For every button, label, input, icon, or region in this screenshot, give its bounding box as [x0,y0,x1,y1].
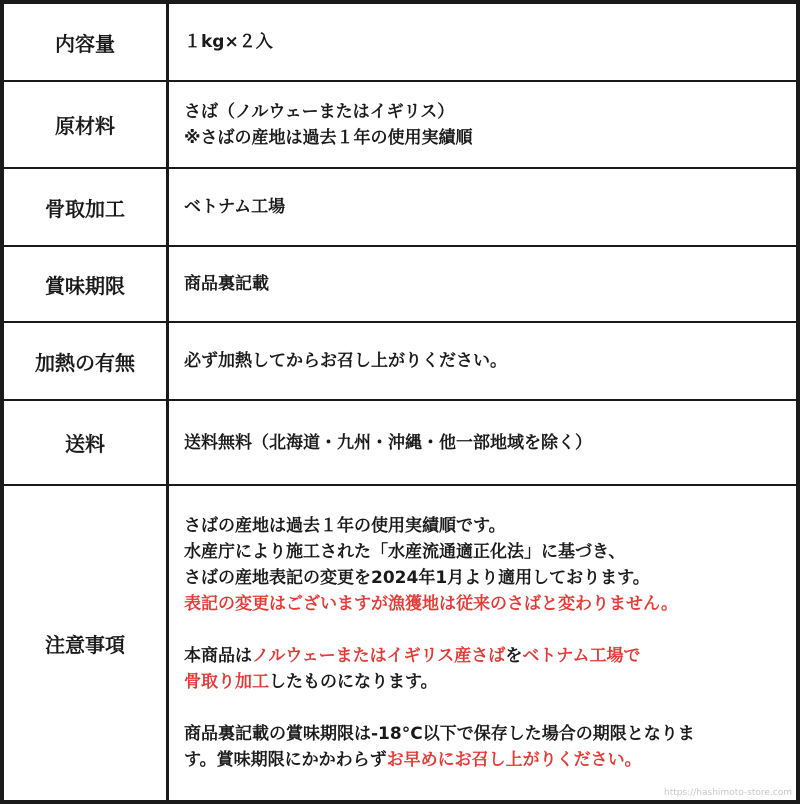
label-ingredients: 原材料 [2,81,168,168]
value-ingredients [168,81,799,168]
spec-row-processing [2,168,798,246]
notes-line-6-red: 骨取り加工 [184,672,269,692]
notes-line-6-part: したものになります。 [269,672,438,692]
content-amount-text: １kg×２入 [184,29,796,55]
ingredients-line-1: さば（ノルウェーまたはイギリス） [184,99,796,125]
spec-row-heating [2,322,798,400]
value-notes [168,485,799,802]
processing-text: ベトナム工場 [184,194,796,220]
value-heating [168,322,799,400]
shipping-text: 送料無料（北海道・九州・沖縄・他一部地域を除く） [184,430,796,456]
notes-line-8-red: お早めにお召し上がりください。 [387,750,642,770]
notes-line-8-part: す。賞味期限にかかわらず [184,750,387,770]
spec-row-ingredients [2,81,798,168]
ingredients-line-2: ※さばの産地は過去１年の使用実績順 [184,125,796,151]
value-expiry [168,246,799,322]
spec-row-expiry [2,246,798,322]
notes-line-5-part-1: 本商品は [184,646,252,666]
notes-line-2: 水産庁により施工された「水産流通適正化法」に基づき、 [184,539,796,565]
notes-line-4-red: 表記の変更はございますが漁獲地は従来のさばと変わりません。 [184,591,796,617]
notes-line-6 [184,669,796,695]
notes-line-5-part-2: を [505,646,522,666]
heating-text: 必ず加熱してからお召し上がりください。 [184,348,796,374]
value-processing [168,168,799,246]
spec-row-shipping [2,400,798,485]
label-expiry: 賞味期限 [2,246,168,322]
notes-line-8 [184,747,796,773]
notes-line-5-red-1: ノルウェーまたはイギリス産さば [252,646,505,666]
label-shipping: 送料 [2,400,168,485]
label-content-amount: 内容量 [2,2,168,81]
value-shipping [168,400,799,485]
notes-gap-2 [184,695,796,721]
notes-line-1: さばの産地は過去１年の使用実績順です。 [184,513,796,539]
label-processing: 骨取加工 [2,168,168,246]
label-notes: 注意事項 [2,485,168,802]
notes-line-3: さばの産地表記の変更を2024年1月より適用しております。 [184,565,796,591]
notes-line-5 [184,643,796,669]
watermark: https://hashimoto-store.com [664,788,792,798]
notes-gap [184,617,796,643]
notes-line-7: 商品裏記載の賞味期限は-18°C以下で保存した場合の期限となりま [184,721,796,747]
label-heating: 加熱の有無 [2,322,168,400]
expiry-text: 商品裏記載 [184,271,796,297]
notes-line-5-red-2: ベトナム工場で [522,646,640,666]
value-content-amount [168,2,799,81]
spec-row-notes [2,485,798,802]
spec-row-content [2,2,798,81]
